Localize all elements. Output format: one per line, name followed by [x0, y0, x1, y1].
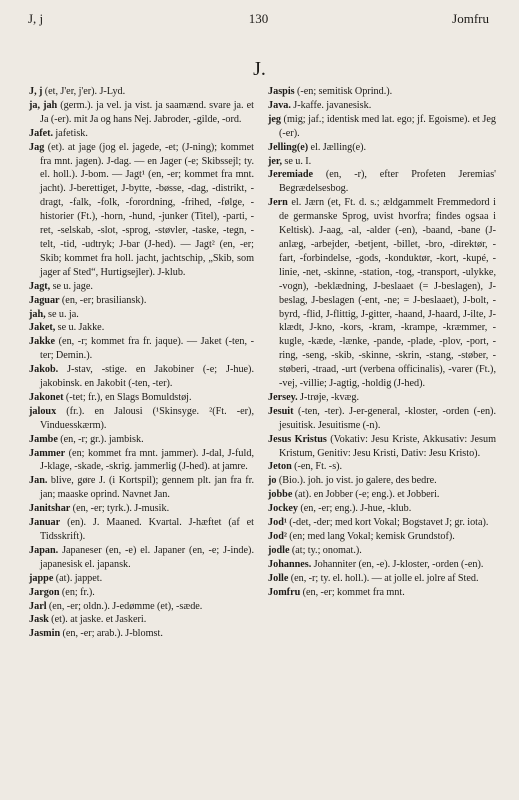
dictionary-entry	[29, 572, 254, 586]
entry-text: (et, J'er, j'er). J-Lyd.	[42, 86, 126, 97]
dictionary-entry	[268, 558, 496, 572]
dictionary-entry	[29, 127, 254, 141]
entry-text: (en, -r), efter Profeten Jeremias' Begrædelsesbog.	[279, 169, 496, 195]
headword: Jarl	[29, 600, 47, 612]
headword: jappe	[29, 572, 54, 584]
right-column	[268, 85, 496, 600]
headword: Jolle	[268, 572, 289, 584]
entry-text: (en; fr.).	[59, 586, 95, 598]
entry-text: se u. ja.	[45, 308, 79, 320]
entry-text: (en, -er; eng.). J-hue, -klub.	[298, 503, 412, 515]
headword: Java.	[268, 99, 291, 111]
headword: Jammer	[29, 447, 66, 459]
dictionary-entry	[29, 391, 254, 405]
entry-text: (en; med lang Vokal; kemisk Grundstof).	[286, 531, 455, 542]
headword: Jakob.	[29, 364, 59, 376]
dictionary-entry	[268, 516, 496, 530]
header-catchword: Jomfru	[452, 11, 489, 26]
entry-text: (-tet; fr.), en Slags Bomuldstøj.	[63, 391, 192, 403]
headword: Jersey.	[268, 391, 298, 403]
entry-text: blive, gøre J. (i Kortspil); gennem plt. jan fra fr. jan; maaske oprind. Navnet Jan.	[40, 475, 254, 501]
entry-text: (at). en Jobber (-e; eng.). et Jobberi.	[292, 489, 440, 501]
entry-text: (en, -er; arab.). J-blomst.	[60, 628, 163, 640]
dictionary-entry	[268, 113, 496, 141]
entry-text: J-trøje, -kvæg.	[297, 391, 359, 403]
dictionary-entry	[29, 516, 254, 544]
headword: Jaket,	[29, 322, 56, 334]
dictionary-entry	[29, 308, 254, 322]
entry-text: (et). at jaske. et Jaskeri.	[48, 614, 147, 626]
entry-text: (en, -er; brasiliansk).	[59, 294, 147, 306]
dictionary-entry	[268, 168, 496, 196]
headword: Johannes.	[268, 558, 312, 570]
dictionary-entry	[29, 613, 254, 627]
dictionary-entry	[29, 405, 254, 433]
entry-text: (-ten, -ter). J-er-general, -kloster, -orden (-en). jesuitisk. Jesuitisme (-n).	[279, 405, 496, 431]
headword: J, j	[29, 86, 43, 97]
dictionary-entry	[268, 405, 496, 433]
dictionary-entry	[268, 155, 496, 169]
dictionary-entry	[29, 321, 254, 335]
entry-text: (en, -r; gr.). jambisk.	[57, 433, 144, 445]
dictionary-entry	[268, 544, 496, 558]
headword: jobbe	[268, 489, 293, 501]
headword: Jeremiade	[268, 169, 314, 181]
left-column	[29, 85, 254, 641]
headword: Jafet.	[29, 127, 54, 139]
dictionary-entry	[268, 196, 496, 391]
entry-text: (Bio.). joh. jo vist. jo galere, des bedre.	[276, 475, 437, 487]
entry-text: (en, -er; tyrk.). J-musik.	[70, 503, 170, 515]
entry-text: (-en, Ft. -s).	[291, 461, 343, 473]
headword: Jasmin	[29, 628, 61, 640]
entry-text: el. Jælling(e).	[308, 141, 367, 153]
dictionary-entry	[29, 363, 254, 391]
entry-text: (-en; semitisk Oprind.).	[294, 86, 393, 97]
entry-text: (en, -er; oldn.). J-edømme (et), -sæde.	[46, 600, 203, 612]
dictionary-entry	[29, 544, 254, 572]
headword: ja, jah	[29, 99, 58, 111]
page-number: 130	[248, 11, 269, 26]
entry-text: J-stav, -stige. en Jakobiner (-e; J-hue). jakobinsk. en Jakobit (-ten, -ter).	[40, 364, 254, 390]
entry-text: jafetisk.	[53, 127, 88, 139]
dictionary-entry	[29, 600, 254, 614]
dictionary-entry	[29, 99, 254, 127]
headword: jeg	[268, 113, 282, 125]
headword: jaloux	[29, 405, 57, 417]
headword: Jaspis	[268, 86, 295, 97]
entry-text: se u. I.	[282, 155, 312, 167]
header-letters: J, j	[28, 11, 44, 26]
headword: Jod²	[268, 531, 287, 542]
entry-text: (-det, -der; med kort Vokal; Bogstavet J; gr. iota).	[286, 517, 489, 529]
running-header	[28, 11, 489, 31]
dictionary-entry	[268, 502, 496, 516]
dictionary-entry	[268, 433, 496, 461]
headword: Japan.	[29, 544, 59, 556]
dictionary-entry	[268, 474, 496, 488]
headword: jo	[268, 475, 277, 487]
entry-text: (en, -r; kommet fra fr. jaque). — Jaket (-ten, -ter; Demin.).	[40, 336, 254, 362]
headword: Januar	[29, 517, 61, 529]
headword: Jargon	[29, 586, 60, 598]
headword: Jockey	[268, 503, 298, 515]
dictionary-entry	[29, 294, 254, 308]
dictionary-entry	[29, 627, 254, 641]
dictionary-entry	[29, 141, 254, 280]
entry-text: (en). J. Maaned. Kvartal. J-hæftet (af et Tidsskrift).	[40, 517, 254, 542]
headword: Jod¹	[268, 517, 287, 529]
headword: Jagt,	[29, 280, 51, 292]
dictionary-entry	[268, 572, 496, 586]
headword: Jask	[29, 614, 49, 626]
entry-text: (en, -r; ty. el. holl.). — at jolle el. jolre af Sted.	[288, 572, 479, 584]
headword: Jesus Kristus	[268, 433, 327, 445]
dictionary-entry	[268, 488, 496, 502]
entry-text: (at). jappet.	[53, 572, 103, 584]
dictionary-entry	[29, 433, 254, 447]
headword: Jelling(e)	[268, 141, 309, 153]
dictionary-entry	[29, 502, 254, 516]
headword: Jesuit	[268, 405, 294, 417]
entry-text: J-kaffe. javanesisk.	[290, 99, 372, 111]
headword: jer,	[268, 155, 283, 167]
dictionary-entry	[268, 99, 496, 113]
dictionary-entry	[268, 141, 496, 155]
entry-text: (en, -er; kommet fra mnt.	[300, 586, 405, 598]
entry-text: (fr.). en Jalousi (¹Skinsyge. ²(Ft. -er), Vinduesskærm).	[40, 405, 254, 431]
headword: Janitshar	[29, 503, 71, 515]
entry-text: (et). at jage (jog el. jagede, -et; (J-ning); kommet fra mnt. jagen). J-dag. — en Jager (-e; Skibssejl; ty. el. holl.). J-bom. — Jagt¹ (en, -er; kommet fra mnt. jacht). J-berettiget, J-bytte, -bøsse, -dag, -distrikt, -dragt, -falk, -folk, -forordning, -frihed, -følge, -historier (Ft.), -horn, -hund, -junker (Titel), -parti, -ret, -selskab, -slot, -sprog, -støvler, -taske, -tegn, -telt, -tid, -udtryk; J-bar (J-hed). — Jagt² (en, -er; Skib; kommet fra holl. jacht, jachtschip, „Skib, som jager af Sted“, Hurtigsejler). J-klub.	[40, 141, 254, 278]
headword: Jern	[268, 197, 288, 209]
headword: Jakke	[29, 336, 56, 348]
headword: jodle	[268, 544, 290, 556]
entry-text: Japaneser (en, -e) el. Japaner (en, -e; J-inde). japanesisk el. japansk.	[40, 544, 254, 570]
entry-text: se u. Jakke.	[55, 322, 105, 334]
entry-text: se u. jage.	[50, 280, 93, 292]
dictionary-entry	[268, 586, 496, 600]
entry-text: (at; ty.; onomat.).	[289, 544, 362, 556]
dictionary-entry	[29, 335, 254, 363]
dictionary-entry	[29, 85, 254, 99]
headword: Jomfru	[268, 586, 301, 598]
headword: jah,	[29, 308, 46, 320]
headword: Jeton	[268, 461, 292, 473]
entry-text: Johanniter (en, -e). J-kloster, -orden (-en).	[311, 558, 484, 570]
headword: Jaguar	[29, 294, 60, 306]
headword: Jag	[29, 141, 45, 153]
dictionary-entry	[268, 85, 496, 99]
entry-text: (mig; jaf.; identisk med lat. ego; jf. Egoisme). et Jeg (-er).	[279, 113, 496, 139]
entry-text: (en; kommet fra mnt. jammer). J-dal, J-fuld, J-klage, -skade, -skrig. jammerlig (J-hed). at jamre.	[40, 447, 254, 473]
dictionary-entry	[268, 391, 496, 405]
entry-text: el. Jærn (et, Ft. d. s.; ældgammelt Fremmedord i de germanske Sprog, uvist hvorfra; findes ogsaa i Keltisk). J-aag, -al, -alder (-en), -baand, -bane (J-anlæg, -arbejder, -betjent, -billet, -bro, -direktør, -fart, -forbindelse, -gods, -konduktør, -kort, -kupé, -linie, -net, -skinne, -station, -tog, -transport, -ulykke, -vogn), -beklædning, J-beslaaet (= J-beslagen), J-beslag, J-beslagen (-ent, -ne; = J-beslaaet), J-bolt, -byrd, -flid, J-flittig, J-gitter, -haand, J-haard, J-ilte, J-klædt, J-kno, -kors, -kram, -krampe, -kræmmer, -kugle, -kæde, -lænke, -pande, -plade, -plov, -port, -ring, -seng, -skib, -skinne, -skrin, -stang, -støber, -støberi, -traad, -urt (verbena officinalis), -varer (Ft.), -vej, -villie; J-agtig, -holdig (J-hed).	[279, 197, 496, 390]
headword: Jan.	[29, 475, 48, 487]
section-letter: J.	[253, 58, 266, 80]
dictionary-entry	[29, 586, 254, 600]
entry-text: (germ.). ja vel. ja vist. ja saamænd. svare ja. et Ja (-er). mit Ja og hans Nej. Jabroder, -gilde, -ord.	[40, 99, 254, 125]
dictionary-entry	[268, 530, 496, 544]
dictionary-entry	[268, 460, 496, 474]
headword: Jakonet	[29, 391, 64, 403]
headword: Jambe	[29, 433, 58, 445]
dictionary-entry	[29, 447, 254, 475]
dictionary-entry	[29, 280, 254, 294]
entry-text: (Vokativ: Jesu Kriste, Akkusativ: Jesum Kristum, Genitiv: Jesu Kristi, Dativ: Jesu Kristo).	[279, 433, 496, 459]
dictionary-entry	[29, 474, 254, 502]
